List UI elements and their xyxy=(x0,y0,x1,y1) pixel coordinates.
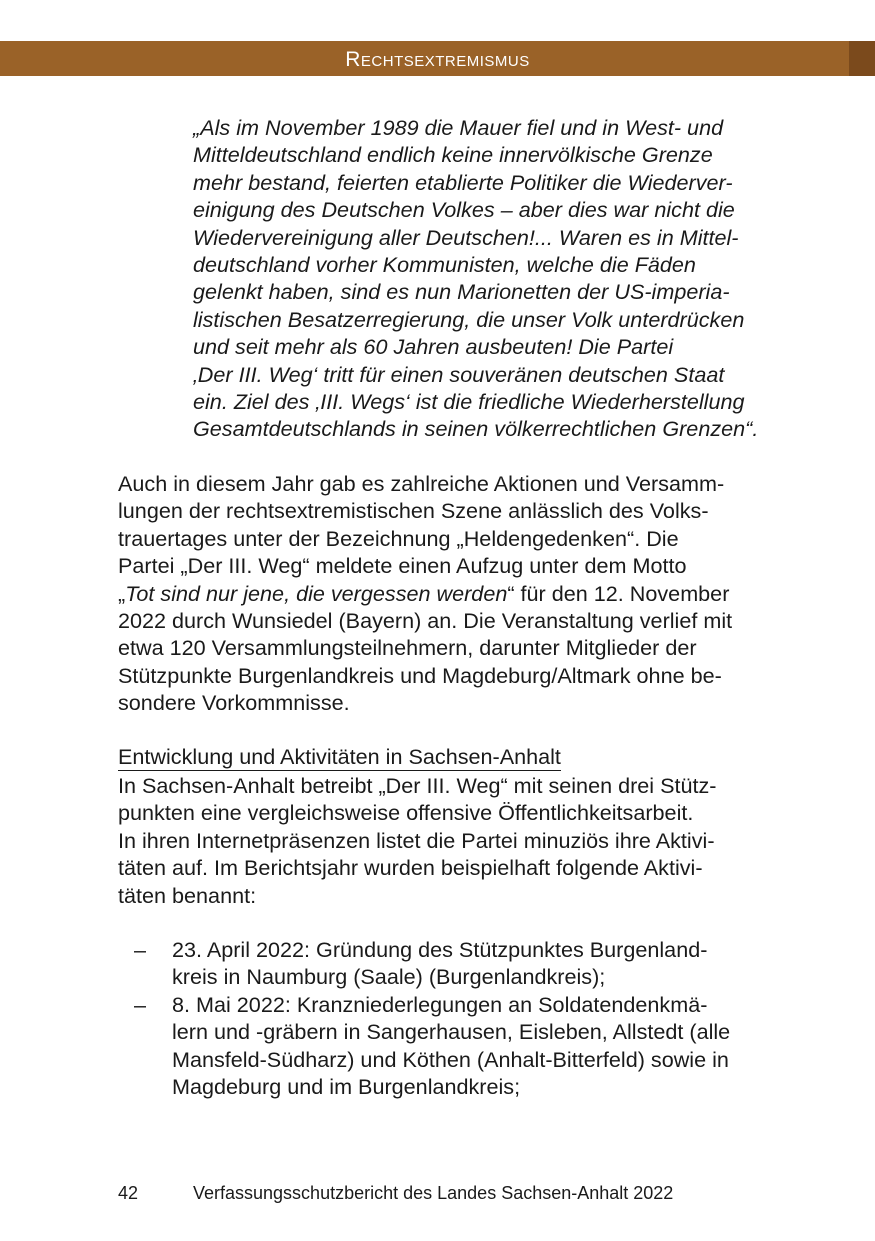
quote-line: ein. Ziel des ‚III. Wegs‘ ist die friedliche Wiederherstellung xyxy=(193,389,745,415)
list-item-line: Magdeburg und im Burgenlandkreis; xyxy=(172,1074,521,1100)
chapter-title: Rechtsextremismus xyxy=(345,48,530,71)
list-item-line: Mansfeld-Südharz) und Köthen (Anhalt-Bitterfeld) sowie in xyxy=(172,1046,729,1072)
list-item xyxy=(118,991,798,1101)
page-number: 42 xyxy=(118,1183,139,1203)
paragraph-line: Stützpunkte Burgenlandkreis und Magdeburg/Altmark ohne be- xyxy=(118,662,722,688)
paragraph-line: punkten eine vergleichsweise offensive Öffentlichkeitsarbeit. xyxy=(118,800,694,826)
paragraph-sachsen-anhalt xyxy=(118,772,768,909)
list-item xyxy=(118,936,798,991)
paragraph-line: sondere Vorkommnisse. xyxy=(118,690,350,716)
list-item-line: lern und -gräbern in Sangerhausen, Eisleben, Allstedt (alle xyxy=(172,1019,731,1045)
paragraph-line xyxy=(118,580,768,607)
paragraph-line: täten benannt: xyxy=(118,882,257,908)
paragraph-line: In ihren Internetpräsenzen listet die Partei minuziös ihre Aktivi- xyxy=(118,827,715,853)
section-heading: Entwicklung und Aktivitäten in Sachsen-Anhalt xyxy=(118,744,561,769)
paragraph-line: Partei „Der III. Weg“ meldete einen Aufzug unter dem Motto xyxy=(118,553,687,579)
chapter-header-bar xyxy=(0,41,875,76)
activity-list xyxy=(118,936,798,1100)
report-title: Verfassungsschutzbericht des Landes Sachsen-Anhalt 2022 xyxy=(193,1183,674,1203)
quote-line: und seit mehr als 60 Jahren ausbeuten! Die Partei xyxy=(193,334,674,360)
quote-line: listischen Besatzerregierung, die unser Volk unterdrücken xyxy=(193,306,745,332)
paragraph-heldengedenken xyxy=(118,470,768,717)
motto-italic: Tot sind nur jene, die vergessen werden xyxy=(125,580,508,606)
quote-line: deutschland vorher Kommunisten, welche die Fäden xyxy=(193,252,696,278)
quote-line: „Als im November 1989 die Mauer fiel und in West- und xyxy=(193,115,724,140)
dash-bullet: – xyxy=(134,991,147,1017)
quote-line: Mitteldeutschland endlich keine innervölkische Grenze xyxy=(193,142,713,168)
paragraph-line: trauertages unter der Bezeichnung „Heldengedenken“. Die xyxy=(118,525,679,551)
list-item-line: 8. Mai 2022: Kranzniederlegungen an Soldatendenkmä- xyxy=(172,991,708,1017)
paragraph-line-rest: “ für den 12. November xyxy=(507,580,730,606)
opening-quote-mark: „ xyxy=(118,580,126,606)
paragraph-line: In Sachsen-Anhalt betreibt „Der III. Weg“ mit seinen drei Stütz- xyxy=(118,773,717,798)
paragraph-line: etwa 120 Versammlungsteilnehmern, darunter Mitglieder der xyxy=(118,635,697,661)
quotation-block xyxy=(193,114,773,443)
quote-line: Wiedervereinigung aller Deutschen!... Waren es in Mittel- xyxy=(193,224,739,250)
quote-line: gelenkt haben, sind es nun Marionetten der US-imperia- xyxy=(193,279,730,305)
quote-line: ‚Der III. Weg‘ tritt für einen souveränen deutschen Staat xyxy=(193,361,725,387)
paragraph-line: Auch in diesem Jahr gab es zahlreiche Aktionen und Versamm- xyxy=(118,471,725,496)
dash-bullet: – xyxy=(134,937,147,962)
quote-line: mehr bestand, feierten etablierte Politiker die Wiederver- xyxy=(193,169,733,195)
paragraph-line: 2022 durch Wunsiedel (Bayern) an. Die Veranstaltung verlief mit xyxy=(118,608,733,634)
list-item-line: kreis in Naumburg (Saale) (Burgenlandkreis); xyxy=(172,964,606,990)
list-item-line: 23. April 2022: Gründung des Stützpunktes Burgenland- xyxy=(172,937,708,962)
quote-line: einigung des Deutschen Volkes – aber dies war nicht die xyxy=(193,197,735,223)
paragraph-line: lungen der rechtsextremistischen Szene anlässlich des Volks- xyxy=(118,498,709,524)
paragraph-line: täten auf. Im Berichtsjahr wurden beispielhaft folgende Aktivi- xyxy=(118,855,703,881)
quote-line: Gesamtdeutschlands in seinen völkerrechtlichen Grenzen“. xyxy=(193,416,759,442)
